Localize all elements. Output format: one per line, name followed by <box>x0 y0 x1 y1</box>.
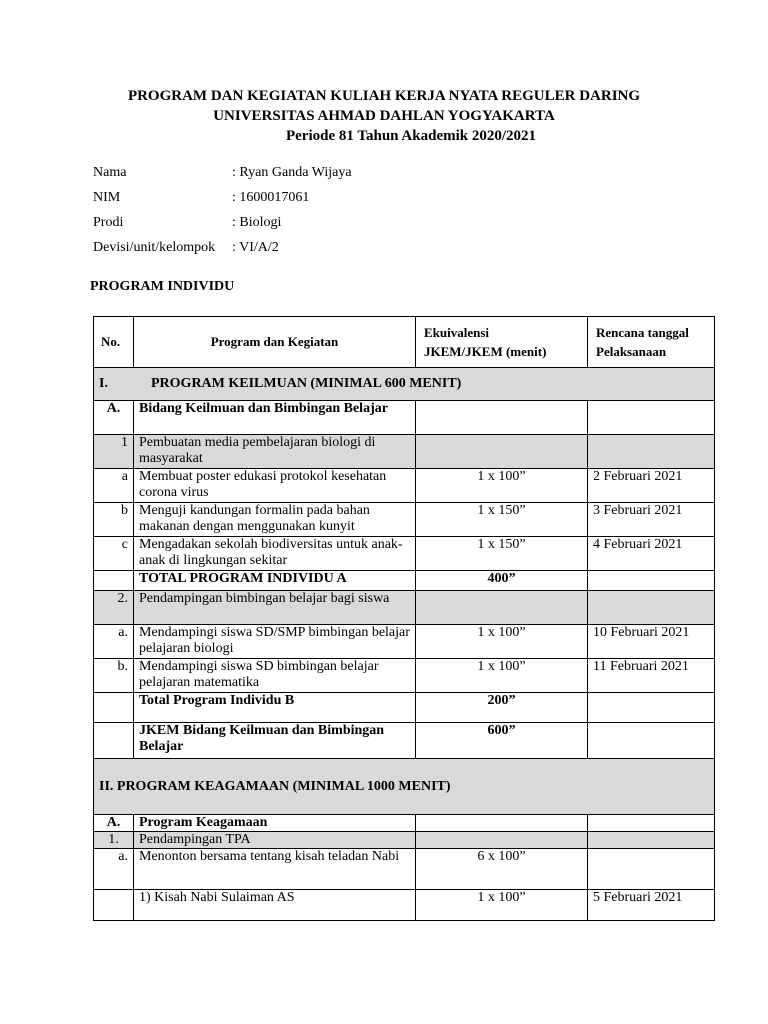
cell-program: Pendampingan bimbingan belajar bagi siswa <box>134 591 416 625</box>
info-label: NIM <box>93 190 121 205</box>
cell-ekuivalensi: 1 x 100” <box>416 625 588 659</box>
cell-no: 2. <box>94 591 134 625</box>
cell-program: Bidang Keilmuan dan Bimbingan Belajar <box>134 401 416 435</box>
header-rencana-line-1: Rencana tanggal <box>596 325 689 340</box>
cell-ekuivalensi <box>416 435 588 469</box>
table-row <box>94 401 715 435</box>
cell-no: 1. <box>94 832 134 849</box>
section-heading: PROGRAM INDIVIDU <box>90 279 235 294</box>
cell-date <box>588 435 715 469</box>
cell-program: JKEM Bidang Keilmuan dan Bimbingan Belajar <box>134 723 416 759</box>
cell-date <box>588 693 715 723</box>
table-header-row <box>94 317 715 368</box>
table-row <box>94 849 715 890</box>
cell-program: Membuat poster edukasi protokol kesehatan corona virus <box>134 469 416 503</box>
table-row <box>94 659 715 693</box>
title-line-2: UNIVERSITAS AHMAD DAHLAN YOGYAKARTA <box>213 108 555 124</box>
cell-program: Menguji kandungan formalin pada bahan makanan dengan menggunakan kunyit <box>134 503 416 537</box>
cell-no <box>94 693 134 723</box>
cell-ekuivalensi <box>416 401 588 435</box>
cell-ekuivalensi: 1 x 150” <box>416 503 588 537</box>
cell-ekuivalensi: 600” <box>416 723 588 759</box>
cell-no <box>94 571 134 591</box>
cell-program: Pembuatan media pembelajaran biologi di masyarakat <box>134 435 416 469</box>
section-cell <box>94 368 715 401</box>
cell-date: 2 Februari 2021 <box>588 469 715 503</box>
cell-ekuivalensi: 1 x 100” <box>416 469 588 503</box>
title-line-1: PROGRAM DAN KEGIATAN KULIAH KERJA NYATA REGULER DARING <box>127 88 641 104</box>
cell-date: 10 Februari 2021 <box>588 625 715 659</box>
cell-date <box>588 591 715 625</box>
cell-program: Menonton bersama tentang kisah teladan Nabi <box>134 849 416 890</box>
cell-date: 4 Februari 2021 <box>588 537 715 571</box>
table-row <box>94 469 715 503</box>
table-row <box>94 832 715 849</box>
cell-no <box>94 723 134 759</box>
cell-ekuivalensi <box>416 832 588 849</box>
info-row-nama <box>93 165 352 190</box>
cell-no: c <box>94 537 134 571</box>
cell-date <box>588 571 715 591</box>
info-value: : VI/A/2 <box>232 240 279 255</box>
info-row-prodi <box>93 215 352 240</box>
cell-program: Mendampingi siswa SD bimbingan belajar pelajaran matematika <box>134 659 416 693</box>
table-row <box>94 815 715 832</box>
cell-ekuivalensi: 6 x 100” <box>416 849 588 890</box>
cell-ekuivalensi <box>416 815 588 832</box>
header-no: No. <box>94 317 134 368</box>
cell-program: Mendampingi siswa SD/SMP bimbingan belajar pelajaran biologi <box>134 625 416 659</box>
header-rencana-line-2: Pelaksanaan <box>596 344 667 359</box>
student-info <box>93 165 352 265</box>
info-row-nim <box>93 190 352 215</box>
cell-program: 1) Kisah Nabi Sulaiman AS <box>134 890 416 921</box>
cell-program: Program Keagamaan <box>134 815 416 832</box>
cell-no: A. <box>94 401 134 435</box>
section-cell: II. PROGRAM KEAGAMAAN (MINIMAL 1000 MENIT) <box>94 759 715 815</box>
cell-date <box>588 815 715 832</box>
header-ekuivalensi-line-2: JKEM/JKEM (menit) <box>424 344 547 359</box>
section-number: I. <box>99 376 108 391</box>
cell-date: 11 Februari 2021 <box>588 659 715 693</box>
cell-no: A. <box>94 815 134 832</box>
cell-program: Pendampingan TPA <box>134 832 416 849</box>
cell-no: a. <box>94 625 134 659</box>
cell-no: a <box>94 469 134 503</box>
cell-no: b. <box>94 659 134 693</box>
table-row-total <box>94 693 715 723</box>
cell-date <box>588 401 715 435</box>
header-ekuivalensi <box>416 317 588 368</box>
section-label: PROGRAM KEILMUAN (MINIMAL 600 MENIT) <box>151 376 462 391</box>
table-row <box>94 537 715 571</box>
cell-ekuivalensi: 1 x 100” <box>416 659 588 693</box>
cell-ekuivalensi: 1 x 100” <box>416 890 588 921</box>
cell-no: b <box>94 503 134 537</box>
info-label: Devisi/unit/kelompok <box>93 240 216 255</box>
header-program: Program dan Kegiatan <box>134 317 416 368</box>
title-line-3: Periode 81 Tahun Akademik 2020/2021 <box>285 128 537 144</box>
table-row <box>94 435 715 469</box>
info-value: : Ryan Ganda Wijaya <box>232 165 352 180</box>
header-rencana <box>588 317 715 368</box>
table-row <box>94 503 715 537</box>
program-table <box>93 316 715 921</box>
info-value: : Biologi <box>232 215 282 230</box>
cell-ekuivalensi: 400” <box>416 571 588 591</box>
cell-date <box>588 723 715 759</box>
info-row-kelompok <box>93 240 352 265</box>
cell-program: Total Program Individu B <box>134 693 416 723</box>
cell-ekuivalensi: 1 x 150” <box>416 537 588 571</box>
table-row <box>94 591 715 625</box>
section-row-keagamaan <box>94 759 715 815</box>
header-ekuivalensi-line-1: Ekuivalensi <box>424 325 490 340</box>
cell-date: 5 Februari 2021 <box>588 890 715 921</box>
info-label: Nama <box>93 165 127 180</box>
table-row-total <box>94 723 715 759</box>
cell-ekuivalensi <box>416 591 588 625</box>
info-label: Prodi <box>93 215 124 230</box>
table-row-total <box>94 571 715 591</box>
table-row <box>94 625 715 659</box>
cell-date <box>588 849 715 890</box>
cell-program: TOTAL PROGRAM INDIVIDU A <box>134 571 416 591</box>
table-row <box>94 890 715 921</box>
cell-no <box>94 890 134 921</box>
cell-program: Mengadakan sekolah biodiversitas untuk anak-anak di lingkungan sekitar <box>134 537 416 571</box>
document-title <box>0 86 768 146</box>
cell-ekuivalensi: 200” <box>416 693 588 723</box>
cell-no: 1 <box>94 435 134 469</box>
cell-no: a. <box>94 849 134 890</box>
section-row-keilmuan <box>94 368 715 401</box>
cell-date <box>588 832 715 849</box>
info-value: : 1600017061 <box>232 190 310 205</box>
cell-date: 3 Februari 2021 <box>588 503 715 537</box>
